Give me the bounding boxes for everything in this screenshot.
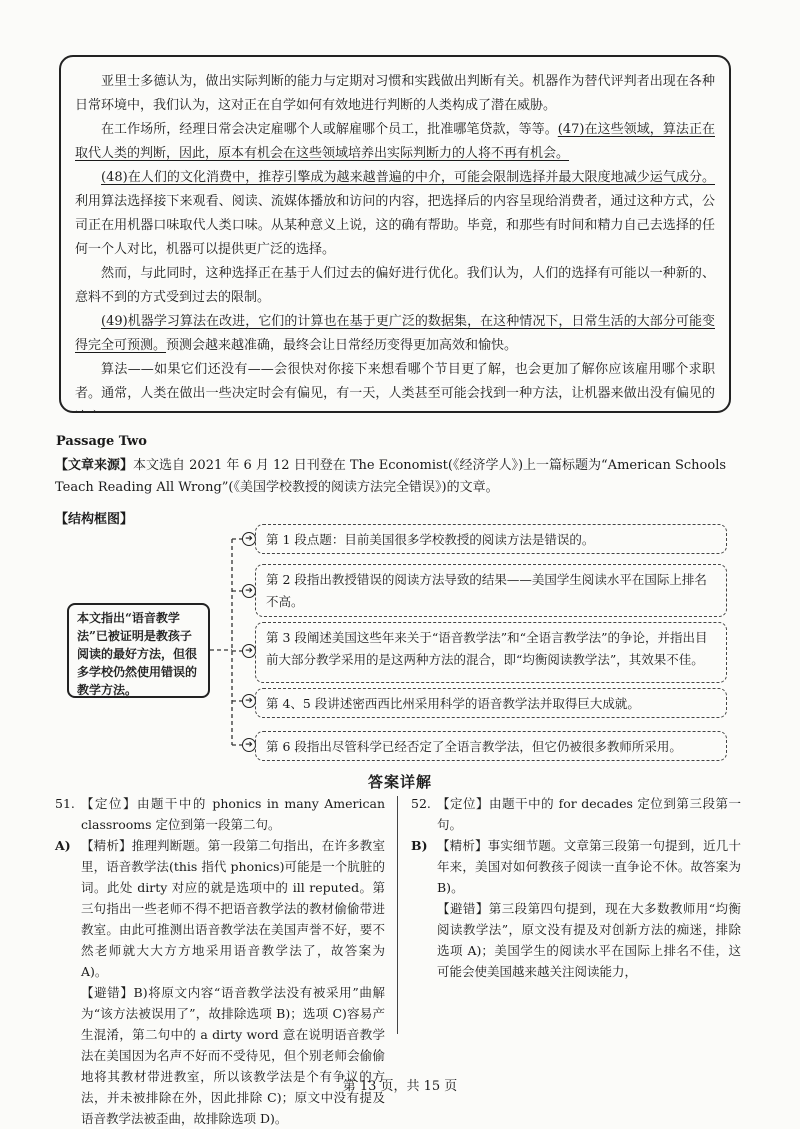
arrow-right-icon: ➔ <box>242 584 256 598</box>
source-label: 【文章来源】 <box>55 458 134 473</box>
q51-locate-text: 【定位】由题干中的 phonics in many American classrooms 定位到第一段第二句。 <box>81 796 385 832</box>
answers-title: 答案详解 <box>367 773 432 791</box>
arrow-right-icon: ➔ <box>242 694 256 708</box>
structure-label: 【结构框图】 <box>55 512 134 527</box>
paragraph-text: 算法——如果它们还没有——会很快对你接下来想看哪个节目更了解，也会更加了解你应该雇用哪个求职者。通常，人类在做出一些决定时会有偏见，有一天，人类甚至可能会找到一种方法，让机器来做出没有偏见的 <box>75 362 715 401</box>
q52-avoid <box>411 898 741 982</box>
q51-number: 51. <box>55 796 75 811</box>
q52-analysis <box>411 835 741 898</box>
translation-paragraph <box>75 358 715 413</box>
structure-point-5: 第 6 段指出尽管科学已经否定了全语言教学法，但它仍被很多教师所采用。 <box>255 731 727 761</box>
paragraph-text: 亚里士多德认为，做出实际判断的能力与定期对习惯和实践做出判断有关。机器作为替代评判者出现在各种日常环境中，我们认为，这对正在自学如何有效地进行判断的人类构成了潜在威胁。 <box>75 74 715 113</box>
q52-answer: B) <box>411 838 428 853</box>
q51-answer: A) <box>55 838 71 853</box>
arrow-right-icon: ➔ <box>242 532 256 546</box>
translation-paragraph <box>75 70 715 118</box>
structure-point-1: 第 1 段点题：目前美国很多学校教授的阅读方法是错误的。 <box>255 524 727 554</box>
column-divider <box>397 796 398 1034</box>
source-text: 本文选自 2021 年 6 月 12 日刊登在 The Economist(《经济学人》)上一篇标题为“American Schools Teach Reading All Wrong”(《美国学校教授的阅读方法完全错误》)的文章。 <box>55 458 727 495</box>
q51-analysis-text: 【精析】推理判断题。第一段第二句指出，在许多教室里，语音教学法(this 指代 phonics)可能是一个肮脏的词。此处 dirty 对应的就是选项中的 ill reputed。第三句指出一些老师不得不把语音教学法的教材偷偷带进教室。由此可推测出语音教学法在美国声誉不好，要不然老师就大大方方地采用语音教学法了，故答案为 A)。 <box>81 838 385 979</box>
translation-paragraphs <box>75 70 715 413</box>
source-line <box>55 455 745 499</box>
structure-point-4: 第 4、5 段讲述密西西比州采用科学的语音教学法并取得巨大成就。 <box>255 688 727 718</box>
passage-heading: Passage Two <box>56 434 147 449</box>
translation-paragraph <box>75 262 715 310</box>
arrow-right-icon: ➔ <box>242 644 256 658</box>
q51-locate <box>55 793 385 835</box>
page-footer: 第 13 页，共 15 页 <box>342 1079 458 1094</box>
q51-avoid-text: 【避错】B)将原文内容“语音教学法没有被采用”曲解为“该方法被误用了”，故排除选项 B)；选项 C)容易产生混淆，第二句中的 a dirty word 意在说明语音教学法在美国因为名声不好而不受待见，但个别老师会偷偷地将其教材带进教室，所以该教学法是个有争议的方法，并未被排除在外，因此排除 C)；原文中没有提及语音教学法被歪曲，故排除选项 D)。 <box>81 985 385 1126</box>
underlined-sentence: (47)在这些领域，算法正在取代人类的判断，因此，原本有机会在这些领域培养出实际判断力的人将不再有机会。 <box>75 122 715 161</box>
answers-right-column <box>411 793 741 982</box>
q52-number: 52. <box>411 796 431 811</box>
q52-locate-text: 【定位】由题干中的 for decades 定位到第三段第一句。 <box>437 796 741 832</box>
translation-paragraph <box>75 118 715 166</box>
arrow-right-icon: ➔ <box>242 738 256 752</box>
q51-avoid <box>55 982 385 1129</box>
paragraph-text: 利用算法选择接下来观看、阅读、流媒体播放和访问的内容，把选择后的内容呈现给消费者，通过这种方式，公司正在用机器口味取代人类口味。从某种意义上说，这的确有帮助。毕竟，和那些有时间和精力自己去选择的任何一个人对比，机器可以提供更广泛的选择。 <box>75 194 715 257</box>
underlined-sentence: (48)在人们的文化消费中，推荐引擎成为越来越普遍的中介，可能会限制选择并最大限度地减少运气成分。 <box>101 170 715 185</box>
structure-point-2: 第 2 段指出教授错误的阅读方法导致的结果——美国学生阅读水平在国际上排名不高。 <box>255 564 727 617</box>
q52-locate <box>411 793 741 835</box>
translation-box <box>59 55 731 413</box>
paragraph-text: 在工作场所，经理日常会决定雇哪个人或解雇哪个员工，批准哪笔贷款，等等。 <box>101 122 558 137</box>
q52-analysis-text: 【精析】事实细节题。文章第三段第一句提到，近几十年来，美国对如何教孩子阅读一直争论不休。故答案为 B)。 <box>437 838 741 895</box>
structure-summary: 本文指出“语音教学法”已被证明是教孩子阅读的最好方法，但很多学校仍然使用错误的教学方法。 <box>67 603 210 698</box>
q52-avoid-text: 【避错】第三段第四句提到，现在大多数教师用“均衡阅读教学法”，原文没有提及对创新方法的痴迷，排除选项 A)；美国学生的阅读水平在国际上排名不佳，这可能会使美国越来越关注阅读能力， <box>437 901 741 979</box>
paragraph-text: 然而，与此同时，这种选择正在基于人们过去的偏好进行优化。我们认为，人们的选择有可能以一种新的、意料不到的方式受到过去的限制。 <box>75 266 715 305</box>
q51-analysis <box>55 835 385 982</box>
structure-point-3: 第 3 段阐述美国这些年来关于“语音教学法”和“全语言教学法”的争论，并指出目前大部分教学采用的是这两种方法的混合，即“均衡阅读教学法”，其效果不佳。 <box>255 622 727 683</box>
translation-paragraph <box>75 166 715 262</box>
underlined-sentence: (49)机器学习算法在改进，它们的计算也在基于更广泛的数据集，在这种情况下，日常生活的大部分可能变得完全可预测。 <box>75 314 715 353</box>
paragraph-text: 预测会越来越准确，最终会让日常经历变得更加高效和愉快。 <box>166 338 518 353</box>
translation-paragraph <box>75 310 715 358</box>
